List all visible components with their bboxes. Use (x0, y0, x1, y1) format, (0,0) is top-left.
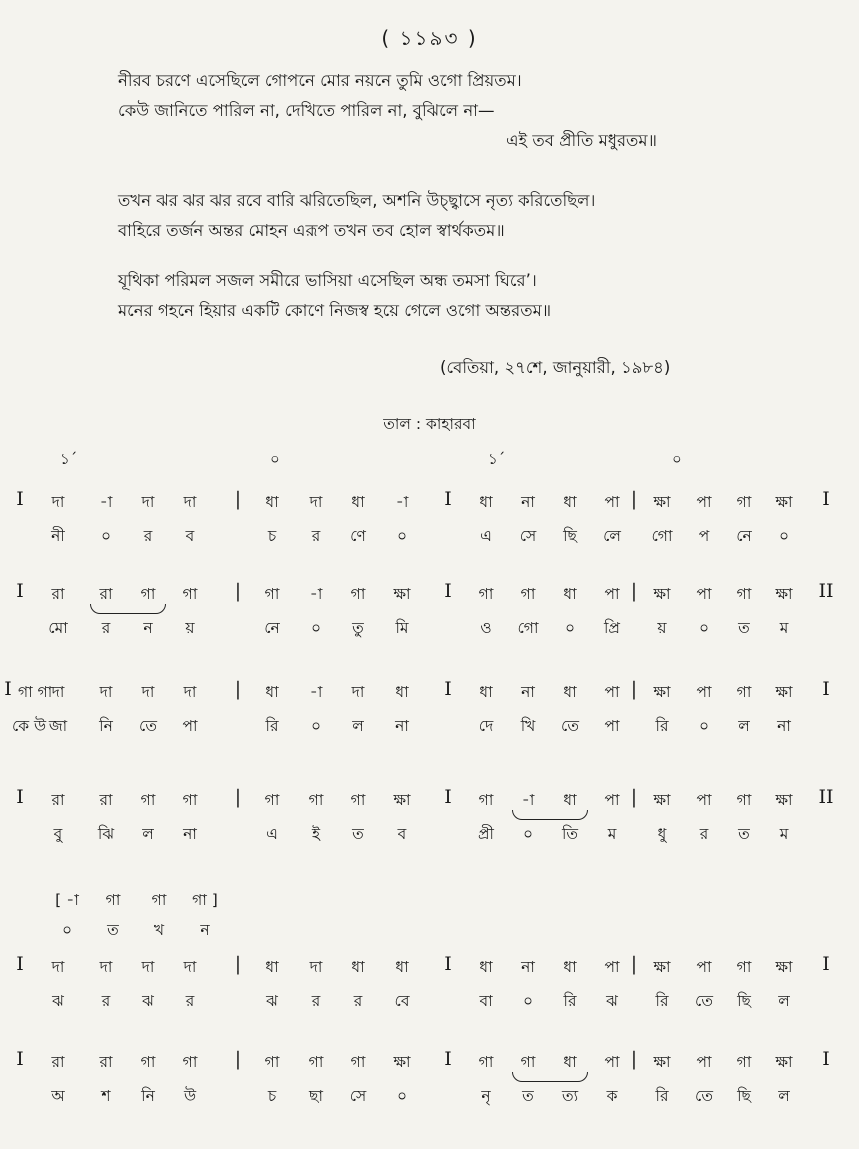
syllable-cell: গো (517, 619, 539, 637)
note-cell: গা (478, 585, 494, 603)
syllable-cell: চ (267, 527, 277, 545)
syllable-cell: নে (264, 619, 280, 637)
bar-line: | (630, 786, 638, 808)
note-cell: ক্ষা (775, 1053, 793, 1071)
syllable-cell: বা (479, 992, 493, 1010)
syllable-cell: র (699, 825, 709, 843)
note-cell: রা (99, 791, 113, 809)
tala-marker: ০ (270, 450, 280, 468)
bar-line: | (234, 678, 242, 700)
syllable-cell: ছি (737, 992, 751, 1010)
note-cell: পা (604, 683, 620, 701)
syllable-cell: ধু (657, 825, 667, 843)
poem-line: বাহিরে তর্জন অন্তর মোহন এরূপ তখন তব হোল স্বার্থকতম॥ (118, 221, 505, 240)
note-cell: -া (521, 791, 535, 809)
note-cell: পা (604, 791, 620, 809)
syllable-cell: য় (185, 619, 195, 637)
syllable-cell: য় (657, 619, 667, 637)
syllable-cell: না (183, 825, 197, 843)
note-cell: ধা (265, 493, 279, 511)
bracket-syllables (44, 918, 228, 944)
syllable-cell: নী (51, 527, 65, 545)
syllable-cell: ল (142, 825, 154, 843)
syllable-cell: প (698, 527, 710, 545)
bar-line: I (16, 786, 24, 808)
note-cell: রা (99, 1053, 113, 1071)
note-cell: গা (478, 1053, 494, 1071)
note-cell: গা (350, 1053, 366, 1071)
note-cell: দা (183, 683, 197, 701)
syllable-cell: উ (183, 1087, 197, 1105)
note-cell: ধা (563, 493, 577, 511)
note-cell: ক্ষা (653, 791, 671, 809)
note-cell: -া (309, 683, 323, 701)
syllable-cell: ব (397, 825, 407, 843)
poem-line: তখন ঝর ঝর ঝর রবে বারি ঝরিতেছিল, অশনি উচ্ছ্বাসে নৃত্য করিতেছিল। (118, 191, 596, 210)
syllable-cell: ০ (310, 717, 322, 735)
syllable-cell: ল (778, 992, 790, 1010)
bar-line: I (4, 678, 12, 700)
syllable-cell: নি (99, 717, 113, 735)
bracket-note: গা ] (192, 891, 218, 909)
note-cell: ক্ষা (653, 493, 671, 511)
note-cell: ধা (563, 585, 577, 603)
note-cell: পা (696, 791, 712, 809)
notation-row (0, 788, 859, 816)
syllable-cell: প্রি (603, 619, 620, 637)
syllable-cell: রি (655, 717, 669, 735)
bracket-notes (44, 888, 228, 914)
bar-line: | (234, 580, 242, 602)
bar-line: | (630, 678, 638, 700)
note-cell: ধা (265, 683, 279, 701)
lyric-row (0, 822, 859, 850)
syllable-cell: ০ (522, 992, 534, 1010)
source-citation: (বেতিয়া, ২৭শে, জানুয়ারী, ১৯৮৪) (440, 358, 671, 377)
note-cell: পা (696, 493, 712, 511)
syllable-cell: ল (778, 1087, 790, 1105)
bar-line: | (234, 953, 242, 975)
tala-heading: তাল : কাহারবা (383, 415, 476, 433)
note-cell: দা (99, 958, 113, 976)
note-cell: গা (736, 683, 752, 701)
syllable-cell: রি (655, 1087, 669, 1105)
syllable-cell: সে (519, 527, 537, 545)
bar-line: I (16, 1048, 24, 1070)
note-cell: গা (350, 791, 366, 809)
note-cell: গা (308, 1053, 324, 1071)
syllable-cell: র (185, 992, 195, 1010)
bar-line: | (234, 786, 242, 808)
bracket-syllable: ত (107, 921, 119, 939)
syllable-cell: ম (779, 619, 789, 637)
syllable-cell: লে (603, 527, 621, 545)
bar-line: | (630, 953, 638, 975)
syllable-cell: সে (349, 1087, 367, 1105)
bracket-syllable: ০ (61, 921, 73, 939)
bar-line: I (822, 953, 830, 975)
syllable-cell: ছি (737, 1087, 751, 1105)
note-cell: ক্ষা (775, 585, 793, 603)
note-cell: পা (696, 585, 712, 603)
syllable-cell: ০ (100, 527, 112, 545)
note-cell: ক্ষা (775, 791, 793, 809)
bar-line: I (444, 678, 452, 700)
syllable-cell: র (311, 527, 321, 545)
note-cell: দা (351, 683, 365, 701)
syllable-cell: মো (48, 619, 68, 637)
note-cell: ক্ষা (393, 1053, 411, 1071)
syllable-cell: মি (395, 619, 409, 637)
note-cell: দা (51, 683, 65, 701)
bar-line: I (444, 1048, 452, 1070)
syllable-cell: র (143, 527, 153, 545)
note-cell: ধা (395, 958, 409, 976)
syllable-cell: জা (48, 717, 68, 735)
syllable-cell: শ (101, 1087, 111, 1105)
syllable-cell: নে (736, 527, 752, 545)
note-cell: গা (736, 791, 752, 809)
note-cell: ক্ষা (653, 958, 671, 976)
note-cell: পা (696, 683, 712, 701)
syllable-cell: তে (139, 717, 157, 735)
note-cell: ধা (479, 493, 493, 511)
note-cell: গা (350, 585, 366, 603)
note-cell: -া (309, 585, 323, 603)
notation-row (0, 680, 859, 708)
meend-arc (512, 1072, 588, 1082)
syllable-cell: র (353, 992, 363, 1010)
syllable-cell: তি (561, 825, 579, 843)
syllable-cell: ম (607, 825, 617, 843)
notation-row (0, 582, 859, 610)
syllable-cell: রি (265, 717, 279, 735)
tala-marker: ০ (672, 450, 682, 468)
note-cell: পা (604, 1053, 620, 1071)
syllable-cell: ক (606, 1087, 618, 1105)
syllable-cell: ০ (564, 619, 576, 637)
notation-row (0, 955, 859, 983)
note-cell: গা (140, 585, 156, 603)
note-cell: গা (182, 791, 198, 809)
note-cell: ধা (563, 1053, 577, 1071)
syllable-cell: না (395, 717, 409, 735)
note-cell: ধা (479, 958, 493, 976)
syllable-cell: ত্য (561, 1087, 579, 1105)
syllable-cell: র (311, 992, 321, 1010)
note-cell: দা (141, 493, 155, 511)
syllable-cell: র (101, 619, 111, 637)
note-cell: পা (696, 1053, 712, 1071)
note-cell: দা (183, 958, 197, 976)
syllable-cell: ঝি (97, 825, 115, 843)
syllable-cell: ম (779, 825, 789, 843)
lyric-row (0, 714, 859, 742)
notation-row (0, 490, 859, 518)
bracket-note: [ -া (55, 891, 79, 909)
note-cell: গা (264, 1053, 280, 1071)
notation-row (0, 1050, 859, 1078)
syllable-cell: ত (522, 1087, 534, 1105)
note-cell: ক্ষা (653, 585, 671, 603)
syllable-cell: এ (266, 825, 278, 843)
note-cell: পা (696, 958, 712, 976)
bar-line: | (630, 488, 638, 510)
note-cell: না (521, 958, 535, 976)
note-cell: গা (520, 585, 536, 603)
bar-line: I (444, 953, 452, 975)
syllable-cell: খি (520, 717, 536, 735)
bracket-syllable: ন (200, 921, 210, 939)
note-cell: গা (736, 585, 752, 603)
note-cell: রা (99, 585, 113, 603)
note-cell: ক্ষা (653, 683, 671, 701)
syllable-cell: ০ (698, 619, 710, 637)
prefix-notes: গা গা (18, 683, 53, 701)
lyric-row (0, 989, 859, 1017)
note-cell: ক্ষা (775, 493, 793, 511)
lyric-row (0, 616, 859, 644)
syllable-cell: ন (143, 619, 153, 637)
syllable-cell: ঝ (142, 992, 154, 1010)
syllable-cell: ০ (522, 825, 534, 843)
note-cell: ধা (265, 958, 279, 976)
note-cell: দা (183, 493, 197, 511)
bar-line: I (822, 678, 830, 700)
lyric-row (0, 1084, 859, 1112)
syllable-cell: ব (185, 527, 195, 545)
note-cell: রা (51, 1053, 65, 1071)
syllable-cell: তে (695, 1087, 713, 1105)
note-cell: দা (99, 683, 113, 701)
syllable-cell: ত (738, 825, 750, 843)
note-cell: গা (520, 1053, 536, 1071)
note-cell: ধা (563, 683, 577, 701)
bar-line: I (16, 953, 24, 975)
syllable-cell: র (101, 992, 111, 1010)
bar-line: II (818, 580, 834, 602)
syllable-cell: পা (604, 717, 620, 735)
syllable-cell: বে (394, 992, 410, 1010)
note-cell: ধা (351, 493, 365, 511)
note-cell: দা (51, 958, 65, 976)
poem-line: মনের গহনে হিয়ার একটি কোণে নিজস্ব হয়ে গেলে ওগো অন্তরতম॥ (118, 301, 552, 320)
syllable-cell: তে (695, 992, 713, 1010)
bracket-note: গা (105, 891, 121, 909)
syllable-cell: ঝ (52, 992, 64, 1010)
note-cell: ধা (563, 791, 577, 809)
syllable-cell: নি (141, 1087, 155, 1105)
note-cell: পা (604, 958, 620, 976)
syllable-cell: গো (651, 527, 673, 545)
syllable-cell: ত (352, 825, 364, 843)
note-cell: পা (604, 493, 620, 511)
note-cell: দা (309, 493, 323, 511)
syllable-cell: রি (655, 992, 669, 1010)
bracket-note: গা (151, 891, 167, 909)
bar-line: I (16, 580, 24, 602)
syllable-cell: তে (561, 717, 579, 735)
syllable-cell: চ (267, 1087, 277, 1105)
note-cell: গা (182, 585, 198, 603)
note-cell: ধা (563, 958, 577, 976)
syllable-cell: ছা (309, 1087, 323, 1105)
note-cell: দা (141, 958, 155, 976)
note-cell: গা (308, 791, 324, 809)
syllable-cell: তু (352, 619, 364, 637)
note-cell: গা (182, 1053, 198, 1071)
syllable-cell: দে (478, 717, 494, 735)
poem-line: এই তব প্রীতি মধুরতম॥ (506, 131, 657, 150)
bar-line: I (444, 786, 452, 808)
note-cell: রা (51, 791, 65, 809)
bar-line: I (822, 1048, 830, 1070)
bracket-syllable: খ (153, 921, 165, 939)
note-cell: ধা (479, 683, 493, 701)
syllable-cell: ও (480, 619, 492, 637)
bar-line: I (444, 580, 452, 602)
note-cell: না (521, 683, 535, 701)
syllable-cell: নৃ (481, 1087, 491, 1105)
note-cell: গা (264, 585, 280, 603)
poem-line: কেউ জানিতে পারিল না, দেখিতে পারিল না, বুঝিলে না— (118, 101, 495, 120)
note-cell: পা (604, 585, 620, 603)
meend-arc (90, 604, 166, 614)
note-cell: না (521, 493, 535, 511)
note-cell: ক্ষা (775, 683, 793, 701)
syllable-cell: ত (738, 619, 750, 637)
syllable-cell: রি (563, 992, 577, 1010)
note-cell: গা (264, 791, 280, 809)
syllable-cell: পা (182, 717, 198, 735)
syllable-cell: না (777, 717, 791, 735)
syllable-cell: ০ (396, 1087, 408, 1105)
bar-line: | (234, 488, 242, 510)
syllable-cell: প্রী (477, 825, 494, 843)
syllable-cell: ঝ (606, 992, 618, 1010)
page-number: ( ১১৯৩ ) (381, 26, 478, 50)
note-cell: রা (51, 585, 65, 603)
syllable-cell: অ (51, 1087, 65, 1105)
bar-line: II (818, 786, 834, 808)
syllable-cell: ল (352, 717, 364, 735)
poem-line: নীরব চরণে এসেছিলে গোপনে মোর নয়নে তুমি ওগো প্রিয়তম। (118, 71, 522, 90)
bar-line: | (234, 1048, 242, 1070)
bar-line: | (630, 1048, 638, 1070)
note-cell: ক্ষা (775, 958, 793, 976)
note-cell: গা (478, 791, 494, 809)
tala-marker: ১´ (488, 450, 506, 468)
note-cell: গা (140, 791, 156, 809)
note-cell: গা (736, 958, 752, 976)
syllable-cell: ০ (698, 717, 710, 735)
note-cell: গা (140, 1053, 156, 1071)
syllable-cell: ০ (396, 527, 408, 545)
note-cell: ক্ষা (653, 1053, 671, 1071)
bar-line: I (822, 488, 830, 510)
note-cell: গা (736, 1053, 752, 1071)
syllable-cell: ০ (778, 527, 790, 545)
syllable-cell: ০ (310, 619, 322, 637)
syllable-cell: এ (480, 527, 492, 545)
note-cell: গা (736, 493, 752, 511)
lyric-row (0, 524, 859, 552)
note-cell: ক্ষা (393, 791, 411, 809)
syllable-cell: ঝ (266, 992, 278, 1010)
note-cell: -া (99, 493, 113, 511)
prefix-syllables: কে উ (12, 717, 47, 735)
meend-arc (512, 810, 588, 820)
bar-line: | (630, 580, 638, 602)
bar-line: I (16, 488, 24, 510)
note-cell: ধা (395, 683, 409, 701)
note-cell: দা (51, 493, 65, 511)
note-cell: ধা (351, 958, 365, 976)
syllable-cell: ই (311, 825, 321, 843)
syllable-cell: ছি (563, 527, 577, 545)
tala-marker: ১´ (60, 450, 78, 468)
bar-line: I (444, 488, 452, 510)
syllable-cell: বু (53, 825, 63, 843)
note-cell: দা (141, 683, 155, 701)
syllable-cell: ল (738, 717, 750, 735)
poem-line: যূথিকা পরিমল সজল সমীরে ভাসিয়া এসেছিল অন্ধ তমসা ঘিরে’। (118, 271, 537, 290)
syllable-cell: ণে (350, 527, 366, 545)
note-cell: ক্ষা (393, 585, 411, 603)
note-cell: দা (309, 958, 323, 976)
note-cell: -া (395, 493, 409, 511)
